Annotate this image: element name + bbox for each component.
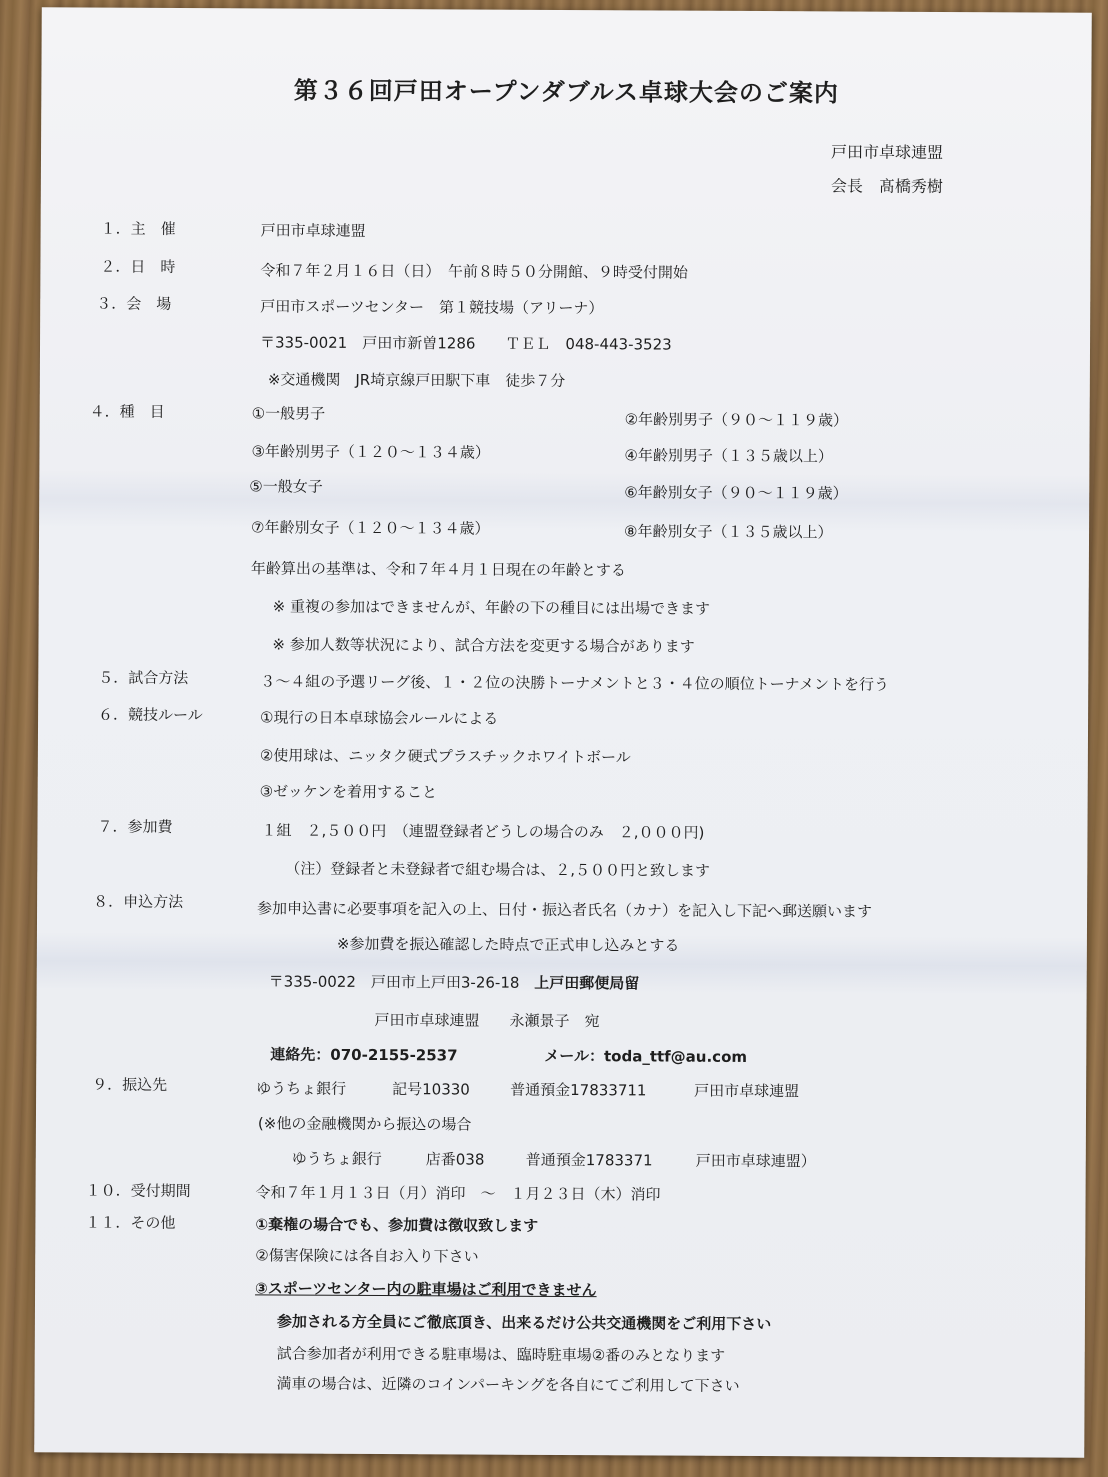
addressee: 戸田市卓球連盟 永瀬景子 宛	[374, 1011, 600, 1031]
age-basis-note: 年齢算出の基準は、令和７年４月１日現在の年齢とする	[250, 559, 626, 580]
event-item: ②年齢別男子（９０～１１９歳）	[624, 410, 849, 430]
duplicate-entry-note: ※ 重複の参加はできませんが、年齢の下の種目には出場できます	[272, 597, 711, 618]
rule-item: ③ゼッケンを着用すること	[259, 782, 438, 802]
public-transport-note: 参加される方全員にご徹底頂き、出来るだけ公共交通機関をご利用下さい	[276, 1312, 772, 1334]
reception-period: 令和７年１月１３日（月）消印 ～ １月２３日（木）消印	[255, 1183, 661, 1204]
section-5-label: ５．試合方法	[98, 668, 189, 688]
section-1-label: １．主 催	[100, 219, 176, 238]
other-bank-note: (※他の金融機関から振込の場合	[257, 1114, 472, 1134]
account-holder: 戸田市卓球連盟）	[695, 1151, 816, 1171]
section-9-label: ９．振込先	[92, 1075, 168, 1094]
event-item: ⑦年齢別女子（１２０～１３４歳）	[251, 518, 490, 538]
section-1-value: 戸田市卓球連盟	[260, 221, 366, 240]
mailing-address	[269, 970, 640, 993]
venue-access: ※交通機関 JR埼京線戸田駅下車 徒歩７分	[267, 370, 566, 391]
event-item: ⑤一般女子	[249, 477, 323, 496]
event-item: ④年齢別男子（１３５歳以上）	[624, 446, 833, 466]
rule-item: ②使用球は、ニッタク硬式プラスチックホワイトボール	[259, 746, 631, 767]
contact-email: メール：toda_ttf@au.com	[544, 1046, 748, 1066]
event-item: ③年齢別男子（１２０～１３４歳）	[251, 442, 490, 462]
event-item: ⑥年齢別女子（９０～１１９歳）	[624, 483, 848, 503]
bank-account: 普通預金17833711	[510, 1080, 647, 1100]
other-note: ②傷害保険には各自お入り下さい	[255, 1246, 479, 1266]
notice-paper	[34, 7, 1092, 1457]
document-title: 第３６回戸田オープンダブルス卓球大会のご案内	[293, 76, 840, 108]
temporary-parking-note: 試合参加者が利用できる駐車場は、臨時駐車場②番のみとなります	[276, 1344, 726, 1365]
event-item: ①一般男子	[251, 404, 326, 423]
section-2-value: 令和７年２月１６日（日） 午前８時５０分開館、９時受付開始	[260, 261, 688, 282]
entry-fee: １組 ２,５００円 （連盟登録者どうしの場合のみ ２,０００円)	[261, 821, 705, 842]
application-confirm-note: ※参加費を振込確認した時点で正式申し込みとする	[336, 934, 680, 955]
section-11-label: １１．その他	[85, 1213, 176, 1232]
mailing-address-text: 〒335-0022 戸田市上戸田3-26-18	[268, 972, 520, 992]
post-office-hold: 上戸田郵便局留	[534, 973, 640, 993]
bank-name: ゆうちょ銀行	[291, 1149, 382, 1169]
section-6-label: ６．競技ルール	[98, 705, 203, 725]
venue-name: 戸田市スポーツセンター 第１競技場（アリーナ）	[260, 297, 604, 318]
branch-number: 店番038	[425, 1150, 485, 1169]
organizer-name: 戸田市卓球連盟	[830, 142, 944, 162]
parking-unavailable-note: ③スポーツセンター内の駐車場はご利用できません	[255, 1279, 597, 1300]
section-2-label: ２．日 時	[100, 257, 176, 276]
chairman-name: 会長 髙橋秀樹	[830, 176, 943, 196]
coin-parking-note: 満車の場合は、近隣のコインパーキングを各自にてご利用して下さい	[276, 1374, 740, 1395]
bank-account: 普通預金1783371	[525, 1150, 653, 1170]
section-3-label: ３．会 場	[96, 294, 172, 313]
venue-address: 〒335-0021 戸田市新曽1286 ＴＥＬ 048-443-3523	[259, 333, 672, 354]
section-8-label: ８．申込方法	[93, 892, 184, 912]
match-format: ３～４組の予選リーグ後、１・２位の決勝トーナメントと３・４位の順位トーナメントを行う	[260, 672, 890, 694]
format-change-note: ※ 参加人数等状況により、試合方法を変更する場合があります	[272, 635, 695, 656]
other-note: ①棄権の場合でも、参加費は徴収致します	[255, 1215, 539, 1235]
contact-phone: 連絡先：070-2155-2537	[270, 1045, 458, 1065]
bank-symbol: 記号10330	[392, 1080, 470, 1099]
account-holder: 戸田市卓球連盟	[694, 1081, 800, 1101]
application-method: 参加申込書に必要事項を記入の上、日付・振込者氏名（カナ）を記入し下記へ郵送願います	[257, 899, 873, 921]
rule-item: ①現行の日本卓球協会ルールによる	[260, 708, 499, 728]
bank-name: ゆうちょ銀行	[256, 1079, 347, 1098]
event-item: ⑧年齢別女子（１３５歳以上）	[624, 522, 833, 542]
section-7-label: ７．参加費	[97, 817, 173, 836]
entry-fee-note: （注）登録者と未登録者で組む場合は、２,５００円と致します	[285, 859, 711, 880]
section-10-label: １０．受付期間	[85, 1181, 191, 1201]
section-4-label: ４．種 目	[89, 402, 165, 421]
